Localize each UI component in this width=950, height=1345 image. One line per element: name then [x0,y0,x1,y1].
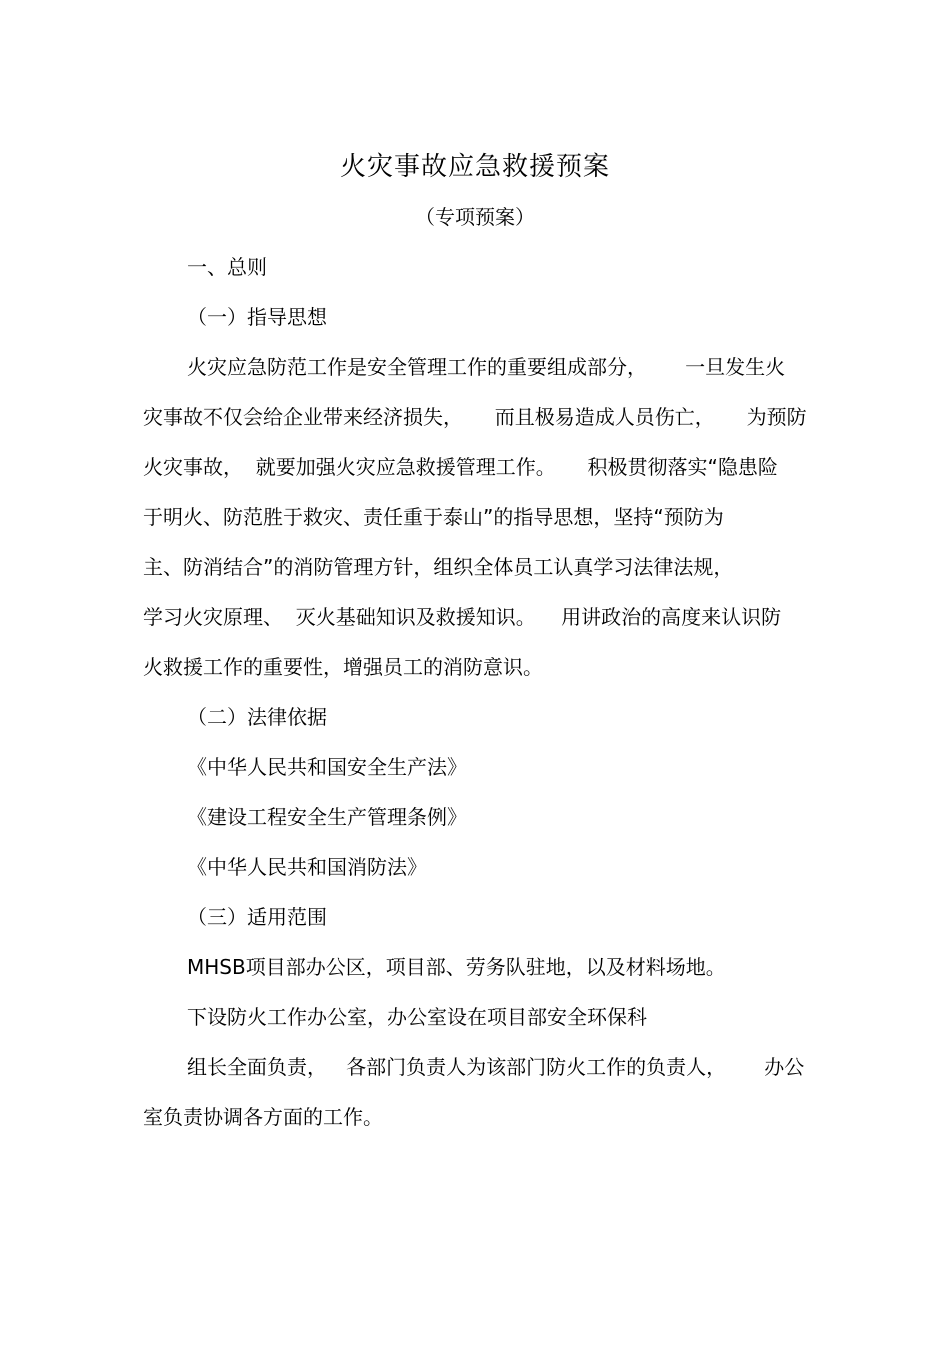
subsection-heading-legal-basis: （二）法律依据 [187,705,327,729]
law-item: 《中华人民共和国安全生产法》 [187,755,467,779]
document-subtitle: （专项预案） [415,205,535,229]
paragraph-line: 主、防消结合”的消防管理方针，组织全体员工认真学习法律法规， [143,555,734,579]
paragraph-line: 火救援工作的重要性，增强员工的消防意识。 [143,655,543,679]
paragraph-line: 于明火、防范胜于救灾、责任重于泰山”的指导思想，坚持“预防为 [143,505,724,529]
paragraph-line: 学习火灾原理、 灭火基础知识及救援知识。 用讲政治的高度来认识防 [143,605,782,629]
paragraph-line: 室负责协调各方面的工作。 [143,1105,383,1129]
section-heading-general: 一、总则 [187,255,267,279]
paragraph-line: 灾事故不仅会给企业带来经济损失， 而且极易造成人员伤亡， 为预防 [143,405,807,429]
document-title: 火灾事故应急救援预案 [339,152,610,182]
paragraph-line: 火灾应急防范工作是安全管理工作的重要组成部分， 一旦发生火 [187,355,786,379]
office-line: 下设防火工作办公室，办公室设在项目部安全环保科 [187,1005,647,1029]
scope-line: MHSB项目部办公区，项目部、劳务队驻地，以及材料场地。 [187,955,726,979]
subsection-heading-scope: （三）适用范围 [187,905,327,929]
subsection-heading-guiding-thought: （一）指导思想 [187,305,327,329]
paragraph-line: 组长全面负责， 各部门负责人为该部门防火工作的负责人， 办公 [187,1055,805,1079]
law-item: 《建设工程安全生产管理条例》 [187,805,467,829]
law-item: 《中华人民共和国消防法》 [187,855,427,879]
paragraph-line: 火灾事故， 就要加强火灾应急救援管理工作。 积极贯彻落实“隐患险 [143,455,778,479]
